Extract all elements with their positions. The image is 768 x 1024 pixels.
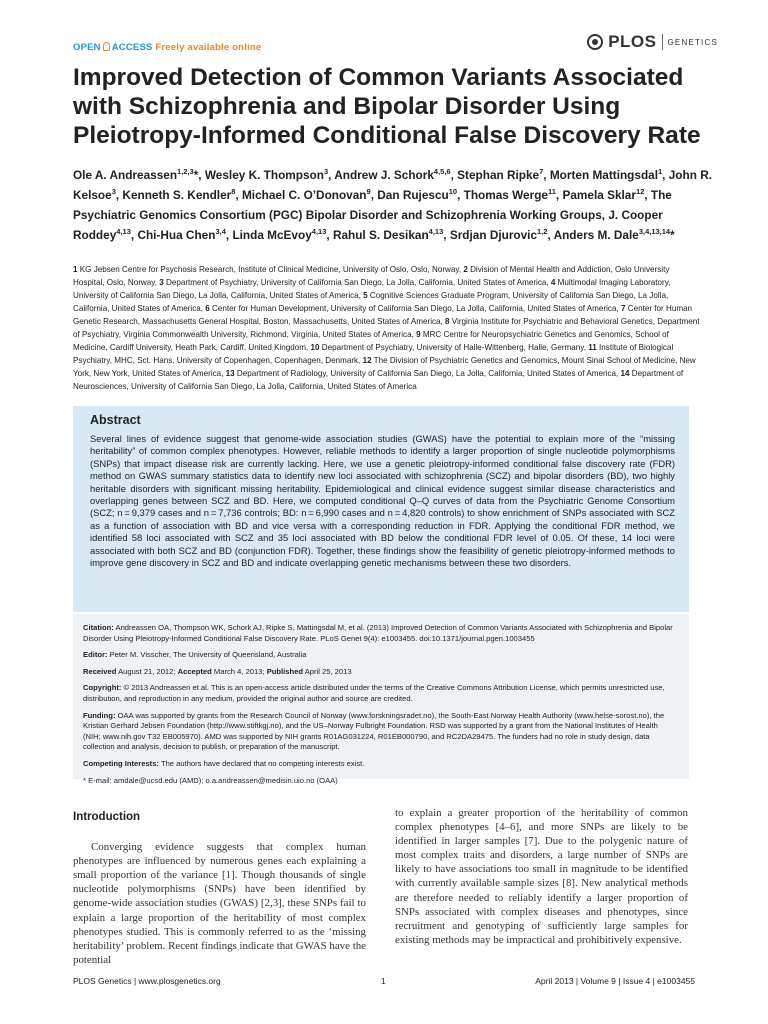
access-label: ACCESS — [111, 42, 153, 53]
author-name: Anders M. Dale — [553, 228, 639, 242]
author-list: Ole A. Andreassen$^{1,2,3}$*, Wesley K. Thompson$^3$, Andrew J. Schork$^{4,5,6}$, Stephan Ripke$^7$, Morten Mattingsdal$^1$, John R. Kelsoe$^3$, Kenneth S. Kendler$^8$, Michael C. O’Donovan$^9$, Dan Rujescu$^{10}$, Thomas Werge$^{11}$, Pamela Sklar$^{12}$, The Psychiatric Genomics Consortium (PGC) Bipolar Disorder and Schizophrenia Working Groups, J. Cooper Roddey$^{4,13}$, Chi-Hua Chen$^{3,4}$, Linda McEvoy$^{4,13}$, Rahul S. Desikan$^{4,13}$, Srdjan Djurovic$^{1,2}$, Anders M. Dale$^{3,4,13,14}$* — [73, 167, 712, 242]
citation: Citation: Andreassen OA, Thompson WK, Schork AJ, Ripke S, Mattingsdal M, et al. (2013) Improved Detection of Common Variants Associated with Schizophrenia and Bipolar Disorder Using Pleiotropy-Informed Conditional False Discovery Rate. PLoS Genet 9(4): e1003455. doi:10.1371/journal.pgen.1003455 — [83, 623, 673, 643]
abstract-text: Several lines of evidence suggest that genome-wide association studies (GWAS) have the potential to explain more of the “missing heritability” of common complex phenotypes. However, reliable methods to identify a larger proportion of single nucleotide polymorphisms (SNPs) that impact disease risk are currently lacking. Here, we use a genetic pleiotropy-informed conditional false discovery rate (FDR) method on GWAS summary statistics data to identify new loci associated with schizophrenia (SCZ) and bipolar disorders (BD), two highly heritable disorders with significant missing heritability. Epidemiological and clinical evidence suggest similar disease characteristics and overlapping genes between SCZ and BD. Here, we computed conditional Q–Q curves of data from the Psychiatric Genome Consortium (SCZ; n = 9,379 cases and n = 7,736 controls; BD: n = 6,990 cases and n = 4,820 controls) to show enrichment of SNPs associated with SCZ as a function of association with BD and vice versa with a corresponding reduction in FDR. Applying the conditional FDR method, we identified 58 loci associated with SCZ and 35 loci associated with BD below the conditional FDR level of 0.05. Of these, 14 loci were associated with both SCZ and BD (conjunction FDR). Together, these findings show the feasibility of genetic pleiotropy-informed methods to improve gene discovery in SCZ and BD and indicate overlapping genetic mechanisms between these two disorders. — [90, 433, 675, 569]
affiliation-number: 1 — [73, 265, 78, 274]
affiliation-text: Virginia Institute for Psychiatric and Behavioral Genetics, Department of Psychiatry, Virginia Commonwealth University, Richmond, Virginia, United States of America, — [73, 317, 700, 339]
author-name: Wesley K. Thompson — [204, 168, 324, 182]
affiliation-number: 5 — [363, 291, 368, 300]
author-affiliation-ref: 10 — [448, 187, 458, 197]
author-affiliation-ref: 11 — [547, 187, 556, 197]
author-affiliation-ref: 1,2,3 — [177, 167, 194, 177]
plos-logo-icon — [587, 34, 603, 50]
funding: Funding: OAA was supported by grants from the Research Council of Norway (www.forskningsradet.no), the South-East Norway Health Authority (www.helse-sorost.no), the Kristian Gerhard Jebsen Foundation (http://www.stiftkgj.no), and the US–Norway Fulbright Foundation. RSD was supported by a grant from the National Institutes of Health (NIH; www.nih.gov T32 EB005970). AMD was supported by NIH grants R01AG031224, R01EB000790, and RC2DA29475. The funders had no role in study design, data collection and analysis, decision to publish, or preparation of the manuscript. — [83, 710, 665, 752]
author-name: Dan Rujescu — [377, 188, 449, 202]
affiliation-text: Center for Human Development, University of California San Diego, La Jolla, California, United States of America, — [209, 304, 621, 313]
author-name: Morten Mattingsdal — [549, 168, 658, 182]
affiliation-text: Cognitive Sciences Graduate Program, University of California San Diego, La Jolla, California, United States of America, — [73, 291, 669, 313]
affiliation-number: 8 — [445, 317, 450, 326]
affiliation-number: 11 — [588, 343, 597, 352]
free-label: Freely available online — [155, 42, 262, 53]
affiliation-text: Center for Human Genetic Research, Massachusetts General Hospital, Boston, Massachusetts, United States of America, — [73, 304, 693, 326]
page-number: 1 — [381, 976, 386, 986]
abstract-box — [73, 406, 689, 612]
affiliation-text: Institute of Biological Psychiatry, MHC, Sct. Hans, University of Copenhagen, Copenhagen, Denmark, — [73, 343, 674, 365]
dates: Received August 21, 2012; Accepted March 4, 2013; Published April 25, 2013 — [83, 666, 352, 676]
affiliation-text: Division of Mental Health and Addiction, Oslo University Hospital, Oslo, Norway, — [73, 265, 670, 287]
author-affiliation-ref: 7 — [539, 167, 544, 177]
author-name: Chi-Hua Chen — [137, 228, 216, 242]
author-name: Andrew J. Schork — [334, 168, 434, 182]
author-name: John R. Kelsoe — [73, 168, 712, 202]
author-affiliation-ref: 3 — [323, 167, 329, 177]
open-label: OPEN — [73, 42, 101, 53]
author-affiliation-ref: 4,13 — [116, 227, 131, 237]
author-name: Ole A. Andreassen — [73, 168, 178, 182]
author-affiliation-ref: 4,13 — [311, 227, 327, 237]
abstract-heading: Abstract — [90, 413, 141, 427]
author-affiliation-ref: 3,4 — [215, 227, 226, 237]
article-title: Improved Detection of Common Variants Associated with Schizophrenia and Bipolar Disorder Using Pleiotropy-Informed Conditional False Discovery Rate — [73, 64, 701, 149]
affiliation-text: The Division of Psychiatric Genetics and Genomics, Mount Sinai School of Medicine, New York, New York, United States of America, — [73, 356, 696, 378]
affiliation-text: KG Jebsen Centre for Psychosis Research, Institute of Clinical Medicine, University of Oslo, Oslo, Norway, — [77, 265, 464, 274]
plos-brand[interactable] — [587, 32, 718, 52]
affiliation-number: 10 — [310, 343, 320, 352]
affiliation-number: 13 — [225, 369, 235, 378]
brand-divider — [662, 34, 663, 50]
introduction-heading: Introduction — [73, 811, 141, 823]
author-affiliation-ref: 9 — [366, 187, 371, 197]
affiliation-number: 7 — [620, 304, 626, 313]
author-affiliation-ref: 3 — [111, 187, 116, 197]
author-name: J. Cooper Roddey — [73, 208, 663, 242]
author-affiliation-ref: 12 — [635, 187, 645, 197]
introduction-paragraph-continued: to explain a greater proportion of the heritability of common complex phenotypes [4–6], and more SNPs are likely to be identified in larger samples [7]. Due to the polygenic nature of most complex traits and disorders, a large number of SNPs are likely to have associations too small in magnitude to be identified with currently available sample sizes [8]. New analytical methods are therefore needed to reliably identify a larger proportion of SNPs associated with complex diseases and phenotypes, since recruitment and genotyping of sufficiently large samples for existing methods may be impractical and prohibitively expensive. — [395, 807, 688, 946]
affiliation-text: Department of Psychiatry, University of Halle-Wittenberg, Halle, Germany, — [319, 343, 589, 352]
author-name: Michael C. O’Donovan — [241, 188, 367, 202]
author-affiliation-ref: 4,5,6 — [433, 167, 451, 177]
affiliation-number: 6 — [205, 304, 210, 313]
journal-name: GENETICS — [667, 37, 718, 47]
affiliation-number: 14 — [620, 369, 630, 378]
open-access-badge — [73, 42, 261, 53]
author-affiliation-ref: 1,2 — [537, 227, 548, 237]
affiliation-number: 9 — [416, 330, 421, 339]
author-name: Pamela Sklar — [562, 188, 636, 202]
author-affiliation-ref: 4,13 — [428, 227, 444, 237]
author-name: Kenneth S. Kendler — [122, 188, 232, 202]
author-affiliation-ref: 3,4,13,14 — [638, 227, 671, 237]
article-info-box — [73, 614, 689, 785]
author-name: The Psychiatric Genomics Consortium (PGC) Bipolar Disorder and Schizophrenia Working Groups — [73, 188, 672, 222]
affiliation-number: 4 — [550, 278, 556, 287]
brand-name: PLOS — [608, 32, 657, 51]
affiliation-text: MRC Centre for Neuropsychiatric Genetics and Genomics, School of Medicine, Cardiff University, Heath Park, Cardiff, United Kingdom, — [73, 330, 669, 352]
author-name: Srdjan Djurovic — [449, 228, 538, 242]
author-name: Stephan Ripke — [457, 168, 540, 182]
affiliation-text: Department of Neurosciences, University of California San Diego, La Jolla, California, United States of America — [73, 369, 684, 391]
footer-journal: PLOS Genetics | www.plosgenetics.org — [73, 976, 221, 986]
affiliation-text: Department of Radiology, University of California San Diego, La Jolla, California, United States of America, — [234, 369, 621, 378]
affiliation-number: 2 — [463, 265, 468, 274]
journal-header — [73, 30, 718, 54]
affiliation-text: Multimodal Imaging Laboratory, University of California San Diego, La Jolla, California, United States of America, — [73, 278, 671, 300]
competing-interests: Competing Interests: The authors have declared that no competing interests exist. — [83, 758, 365, 768]
open-access-lock-icon — [103, 42, 110, 51]
author-name: Rahul S. Desikan — [332, 228, 429, 242]
correspondence-email[interactable]: * E-mail: amdale@ucsd.edu (AMD); o.a.andreassen@medisin.uio.no (OAA) — [83, 775, 338, 785]
author-name: Thomas Werge — [463, 188, 548, 202]
affiliation-list — [73, 263, 701, 393]
author-affiliation-ref: 8 — [231, 187, 236, 197]
body-column-left — [73, 810, 366, 967]
copyright: Copyright: © 2013 Andreassen et al. This is an open-access article distributed under the terms of the Creative Commons Attribution License, which permits unrestricted use, distribution, and reproduction in any medium, provided the original author and source are credited. — [83, 683, 665, 703]
author-affiliation-ref: 1 — [658, 167, 663, 177]
affiliation-number: 3 — [159, 278, 164, 287]
affiliation-number: 12 — [362, 356, 372, 365]
body-column-right — [395, 806, 688, 947]
author-name: Linda McEvoy — [232, 228, 312, 242]
introduction-paragraph: Converging evidence suggests that complex human phenotypes are influenced by numerous genes each explaining a small proportion of the variance [1]. Though thousands of single nucleotide polymorphisms (SNPs) have been identified by genome-wide association studies (GWAS) [2,3], these SNPs fail to explain a large proportion of the heritability of most complex phenotypes studied. This is commonly referred to as the ‘missing heritability’ problem. Recent findings indicate that GWAS have the potential — [73, 841, 366, 966]
affiliation-text: Department of Psychiatry, University of California San Diego, La Jolla, California, United States of America, — [163, 278, 551, 287]
editor: Editor: Peter M. Visscher, The University of Queensland, Australia — [83, 650, 307, 660]
footer-issue: April 2013 | Volume 9 | Issue 4 | e1003455 — [535, 976, 695, 986]
